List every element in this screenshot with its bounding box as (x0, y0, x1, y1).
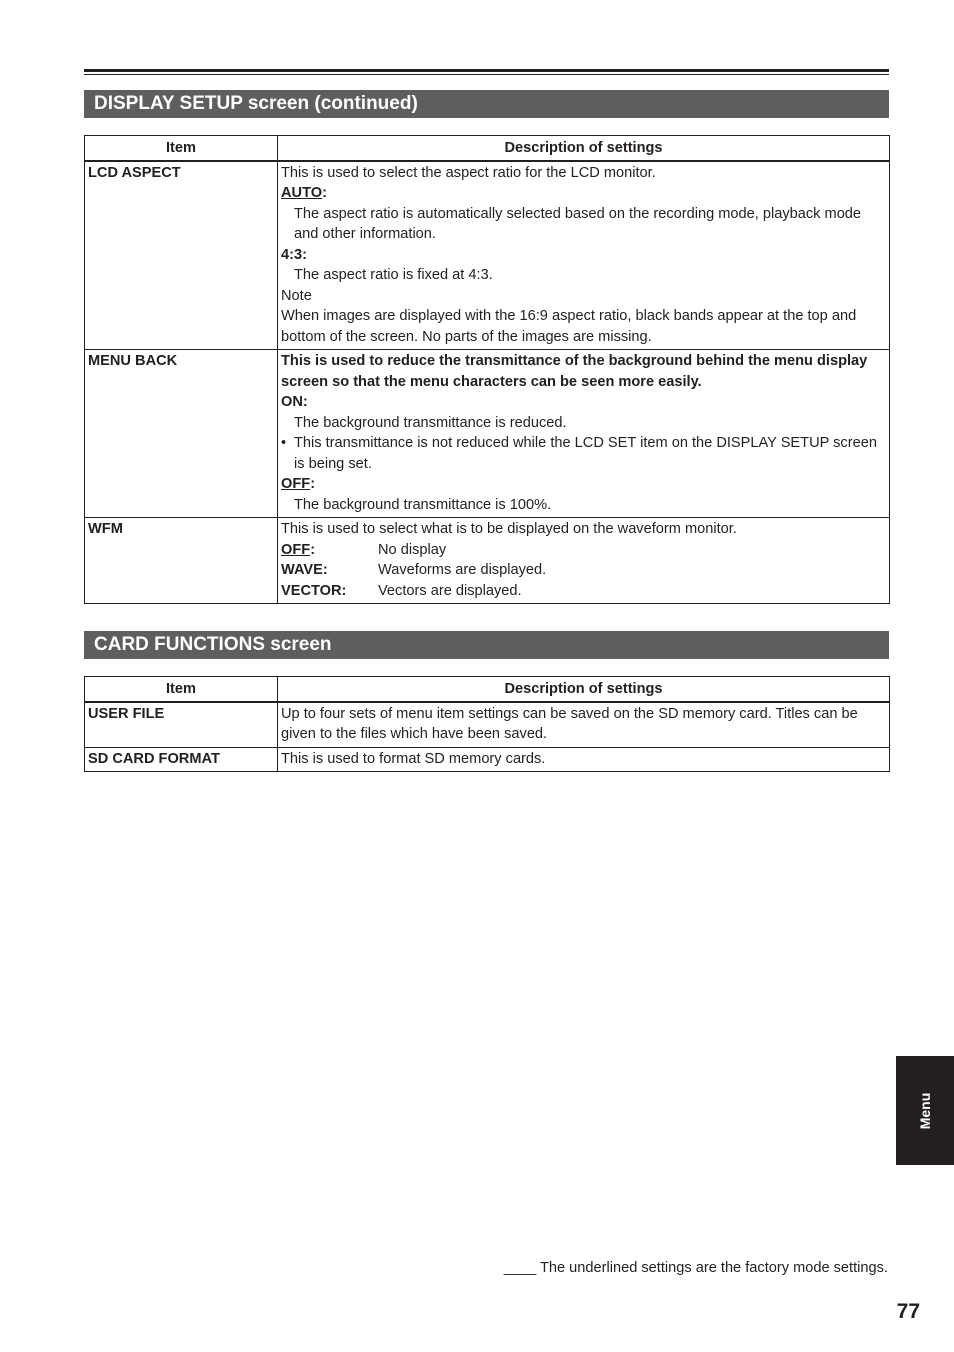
wfm-option-off (281, 540, 886, 561)
column-header-item: Item (85, 677, 278, 702)
option-auto-desc: The aspect ratio is automatically selected based on the recording mode, playback mode and other information. (294, 205, 862, 242)
option-off-colon: : (310, 476, 316, 492)
wfm-option-off-label: OFF (281, 541, 311, 558)
top-rule-thin (84, 74, 889, 75)
wfm-intro: This is used to select what is to be displayed on the waveform monitor. (281, 521, 737, 537)
bullet-mark: • (281, 435, 287, 451)
section-title-card-functions: CARD FUNCTIONS screen (84, 631, 889, 659)
desc-sd-card-format: This is used to format SD memory cards. (278, 747, 890, 772)
item-menu-back: MENU BACK (85, 350, 278, 518)
option-4-3-desc: The aspect ratio is fixed at 4:3. (294, 267, 493, 283)
side-tab-label: Menu (917, 1092, 933, 1129)
wfm-option-vector-desc: Vectors are displayed. (378, 582, 522, 599)
table-row-menu-back (85, 350, 890, 518)
column-header-description: Description of settings (278, 677, 890, 702)
card-functions-table (84, 676, 890, 772)
column-header-description: Description of settings (278, 136, 890, 161)
option-off-label-row (281, 474, 886, 495)
desc-wfm (278, 518, 890, 604)
footnote: ____ The underlined settings are the factory mode settings. (503, 1260, 888, 1276)
table-row-user-file (85, 702, 890, 748)
top-rule (84, 69, 889, 72)
wfm-option-wave-label: WAVE: (281, 562, 328, 578)
option-auto-colon: : (322, 185, 327, 201)
item-sd-card-format: SD CARD FORMAT (85, 747, 278, 772)
table-header-row (85, 677, 890, 702)
item-wfm: WFM (85, 518, 278, 604)
item-user-file: USER FILE (85, 702, 278, 748)
option-4-3-label: 4:3: (281, 246, 307, 263)
item-lcd-aspect: LCD ASPECT (85, 161, 278, 350)
option-off-desc: The background transmittance is 100%. (294, 496, 552, 513)
column-header-item: Item (85, 136, 278, 161)
display-setup-table (84, 135, 890, 604)
page-number: 77 (896, 1300, 920, 1323)
wfm-option-vector (281, 581, 886, 602)
table-row-sd-card-format (85, 747, 890, 772)
option-on-label: ON: (281, 394, 308, 410)
bullet-text: This transmittance is not reduced while the LCD SET item on the DISPLAY SETUP screen is being set. (294, 435, 877, 472)
table-row-lcd-aspect (85, 161, 890, 350)
table-row-wfm (85, 518, 890, 604)
bullet-note (281, 433, 886, 474)
side-tab-menu (896, 1056, 954, 1165)
note-text: When images are displayed with the 16:9 aspect ratio, black bands appear at the top and bottom of the screen. No parts of the images are missing. (281, 308, 857, 345)
menu-back-intro: This is used to reduce the transmittance of the background behind the menu display screen so that the menu characters can be seen more easily. (281, 353, 868, 390)
wfm-option-wave (281, 560, 886, 581)
lcd-aspect-intro: This is used to select the aspect ratio for the LCD monitor. (281, 164, 656, 181)
wfm-option-wave-desc: Waveforms are displayed. (378, 562, 547, 578)
wfm-option-off-desc: No display (378, 541, 447, 558)
option-auto-label: AUTO (281, 185, 323, 201)
section-title-display-setup: DISPLAY SETUP screen (continued) (84, 90, 889, 118)
wfm-option-vector-label: VECTOR: (281, 582, 347, 599)
note-label: Note (281, 287, 312, 304)
desc-lcd-aspect (278, 161, 890, 350)
wfm-option-off-key (281, 540, 378, 561)
table-header-row (85, 136, 890, 161)
wfm-option-off-colon: : (310, 541, 316, 558)
desc-menu-back (278, 350, 890, 518)
option-auto-label-row (281, 183, 886, 204)
option-on-desc: The background transmittance is reduced. (294, 414, 567, 431)
desc-user-file: Up to four sets of menu item settings can be saved on the SD memory card. Titles can be given to the files which have been saved. (278, 702, 890, 748)
option-off-label: OFF (281, 476, 311, 492)
